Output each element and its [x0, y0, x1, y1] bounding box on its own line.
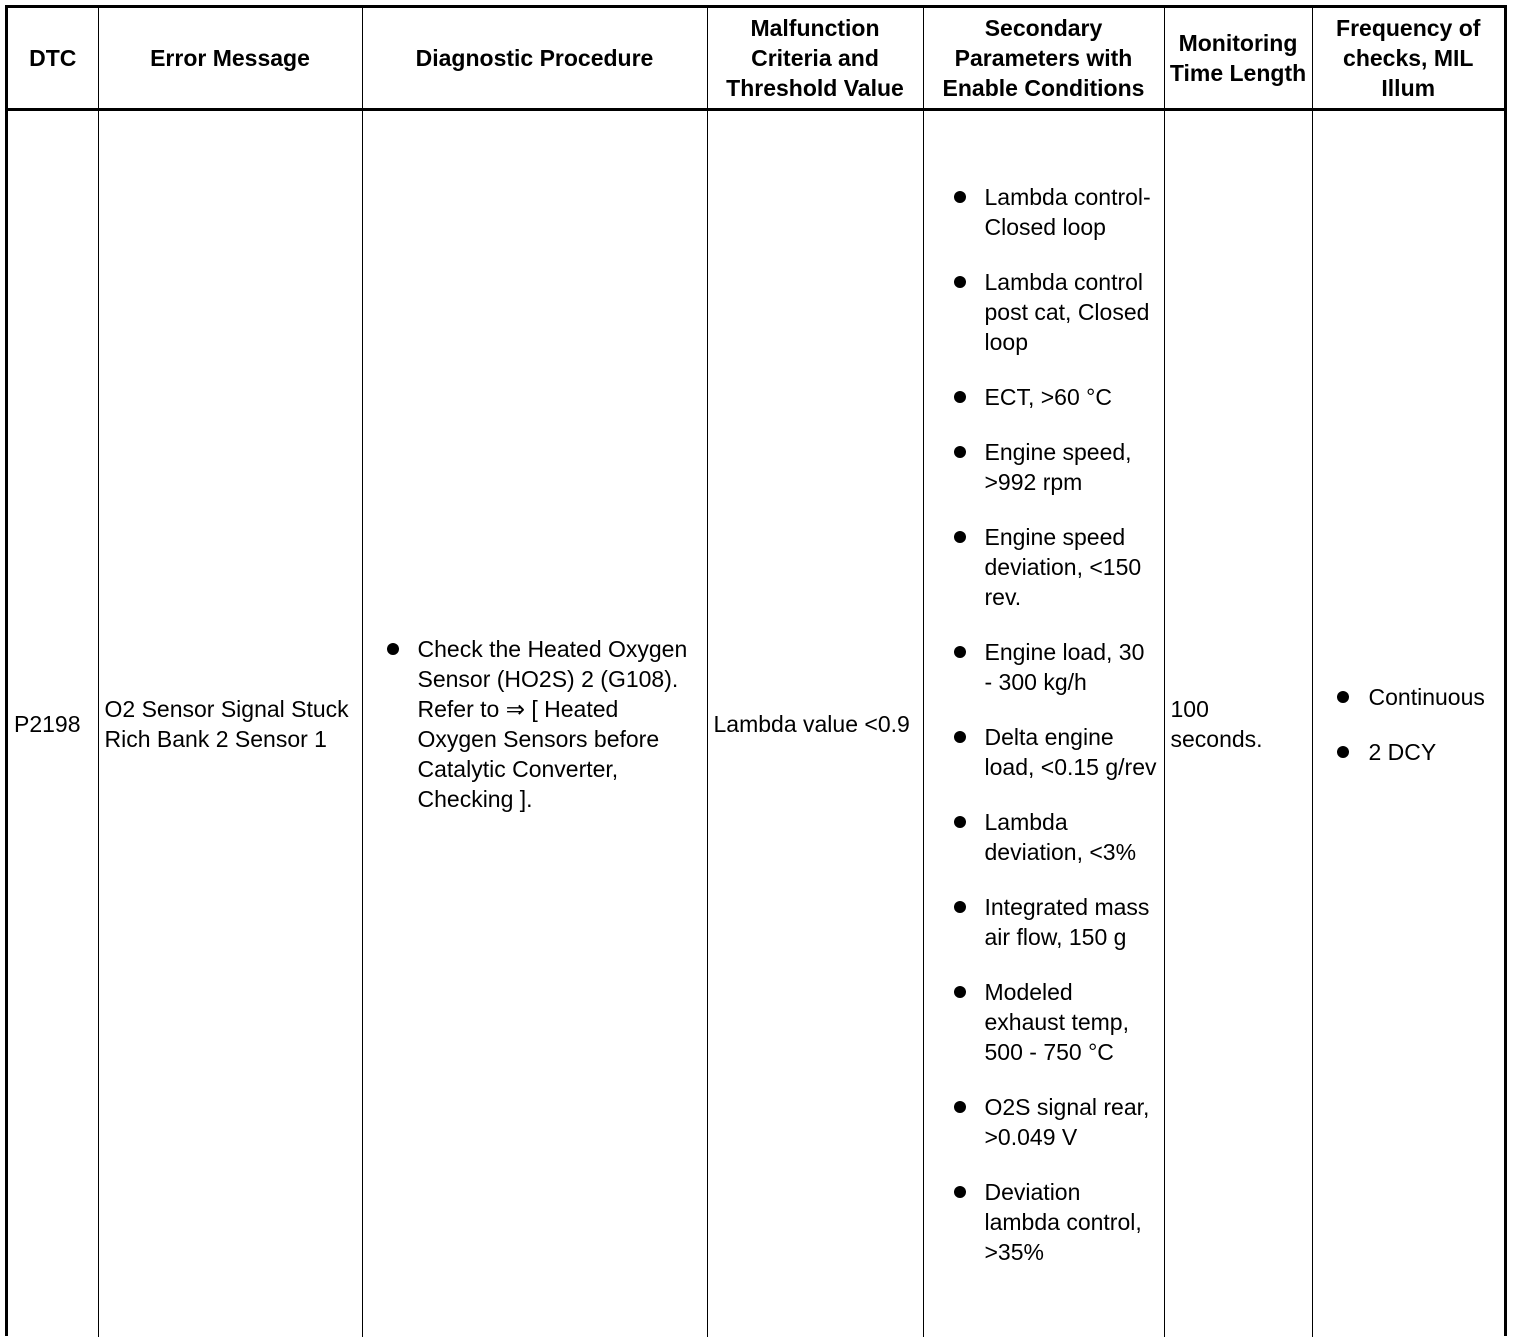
bullet-icon: [954, 446, 966, 458]
diagnostic-procedure-cell: [362, 110, 707, 1337]
bullet-icon: [387, 643, 399, 655]
header-frequency: Frequency of checks, MIL Illum: [1312, 8, 1504, 110]
secondary-parameter-text: O2S signal rear, >0.049 V: [985, 1094, 1150, 1150]
diagnostic-step-text: Check the Heated Oxygen Sensor (HO2S) 2 (G108). Refer to ⇒ [ Heated Oxygen Sensors before Catalytic Converter, Checking ].: [418, 636, 688, 812]
secondary-parameter-text: Engine speed deviation, <150 rev.: [985, 524, 1142, 610]
frequency-item: [1319, 737, 1499, 767]
diagnostic-procedure-list: [369, 634, 701, 814]
bullet-icon: [954, 901, 966, 913]
dtc-table: [8, 8, 1504, 1337]
bullet-icon: [954, 191, 966, 203]
secondary-parameter-text: ECT, >60 °C: [985, 384, 1112, 410]
dtc-code: P2198: [8, 110, 98, 1337]
header-monitoring-time: Monitoring Time Length: [1164, 8, 1312, 110]
bullet-icon: [954, 531, 966, 543]
secondary-parameter-text: Modeled exhaust temp, 500 - 750 °C: [985, 979, 1129, 1065]
secondary-parameter: [930, 522, 1158, 612]
diagnostic-step: [369, 634, 701, 814]
header-malfunction-criteria: Malfunction Criteria and Threshold Value: [707, 8, 923, 110]
header-dtc: DTC: [8, 8, 98, 110]
secondary-parameter: [930, 382, 1158, 412]
secondary-parameter-text: Deviation lambda control, >35%: [985, 1179, 1142, 1265]
table-row: [8, 110, 1504, 1337]
secondary-parameter: [930, 267, 1158, 357]
secondary-parameter-text: Lambda control post cat, Closed loop: [985, 269, 1150, 355]
frequency-item-text: Continuous: [1369, 684, 1485, 710]
bullet-icon: [954, 1101, 966, 1113]
error-message: O2 Sensor Signal Stuck Rich Bank 2 Sensor 1: [98, 110, 362, 1337]
bullet-icon: [954, 986, 966, 998]
secondary-parameter: [930, 637, 1158, 697]
secondary-parameter-text: Engine speed, >992 rpm: [985, 439, 1132, 495]
monitoring-time: 100 seconds.: [1164, 110, 1312, 1337]
malfunction-criteria: Lambda value <0.9: [707, 110, 923, 1337]
bullet-icon: [954, 816, 966, 828]
secondary-parameter-text: Lambda control-Closed loop: [985, 184, 1151, 240]
secondary-parameter: [930, 1092, 1158, 1152]
bullet-icon: [954, 1186, 966, 1198]
frequency-cell: [1312, 110, 1504, 1337]
dtc-table-frame: [5, 5, 1507, 1336]
secondary-parameter: [930, 977, 1158, 1067]
bullet-icon: [954, 391, 966, 403]
secondary-parameter: [930, 1177, 1158, 1267]
header-error-message: Error Message: [98, 8, 362, 110]
frequency-item: [1319, 682, 1499, 712]
header-diagnostic-procedure: Diagnostic Procedure: [362, 8, 707, 110]
bullet-icon: [1337, 691, 1349, 703]
secondary-parameters-list: [930, 182, 1158, 1267]
secondary-parameter-text: Lambda deviation, <3%: [985, 809, 1137, 865]
bullet-icon: [1337, 746, 1349, 758]
frequency-list: [1319, 682, 1499, 767]
header-row: [8, 8, 1504, 110]
secondary-parameter-text: Integrated mass air flow, 150 g: [985, 894, 1150, 950]
secondary-parameter: [930, 722, 1158, 782]
header-secondary-parameters: Secondary Parameters with Enable Conditions: [923, 8, 1164, 110]
bullet-icon: [954, 276, 966, 288]
secondary-parameter: [930, 437, 1158, 497]
bullet-icon: [954, 646, 966, 658]
secondary-parameter: [930, 892, 1158, 952]
secondary-parameters-cell: [923, 110, 1164, 1337]
frequency-item-text: 2 DCY: [1369, 739, 1437, 765]
secondary-parameter: [930, 807, 1158, 867]
secondary-parameter-text: Delta engine load, <0.15 g/rev: [985, 724, 1157, 780]
bullet-icon: [954, 731, 966, 743]
secondary-parameter: [930, 182, 1158, 242]
secondary-parameter-text: Engine load, 30 - 300 kg/h: [985, 639, 1145, 695]
